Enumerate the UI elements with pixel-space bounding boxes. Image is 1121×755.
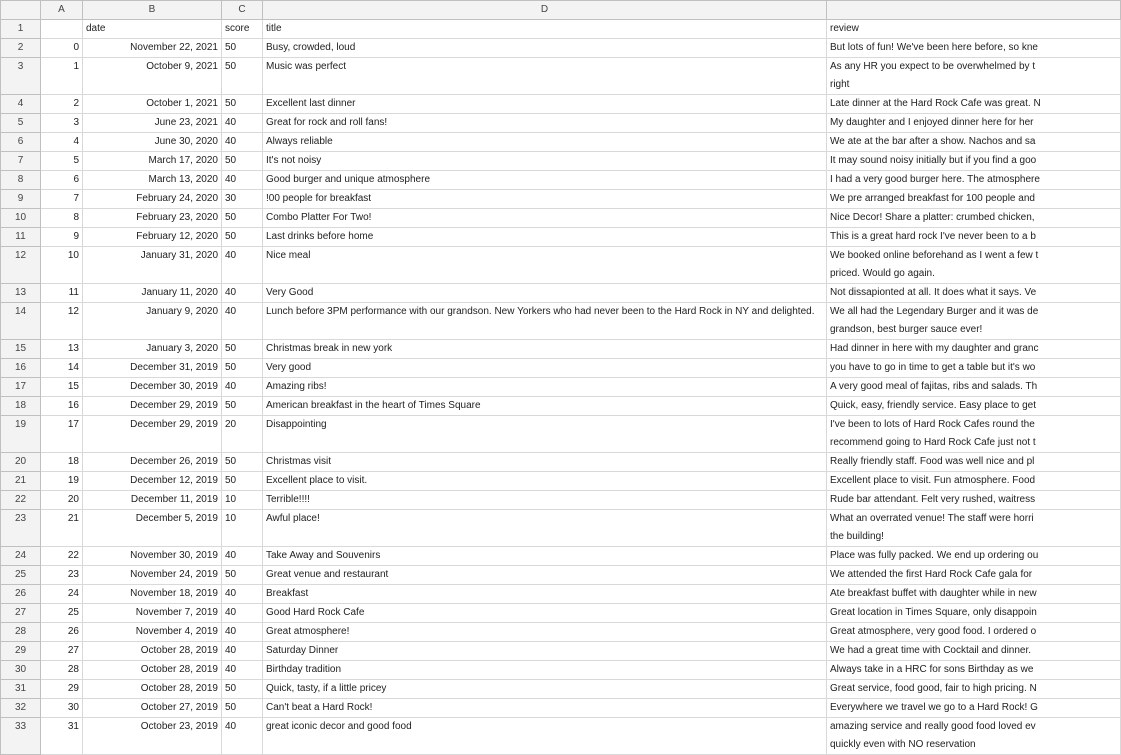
cell-review[interactable] — [827, 95, 1121, 114]
cell-index[interactable]: 3 — [41, 114, 83, 133]
cell-review[interactable] — [827, 397, 1121, 416]
row-number[interactable]: 28 — [1, 623, 41, 642]
table-row — [1, 566, 1121, 585]
cell-date[interactable]: December 30, 2019 — [83, 378, 222, 397]
review-line: This is a great hard rock I've never been to a b — [830, 231, 1036, 242]
cell-title[interactable]: Lunch before 3PM performance with our grandson. New Yorkers who had never been to the Hard Rock in NY and delighted. — [263, 303, 827, 340]
cell-score[interactable]: 20 — [222, 416, 263, 453]
row-number[interactable]: 4 — [1, 95, 41, 114]
cell-review[interactable] — [827, 718, 1121, 755]
row-number[interactable]: 13 — [1, 284, 41, 303]
cell-date[interactable]: December 29, 2019 — [83, 397, 222, 416]
review-line: As any HR you expect to be overwhelmed by t — [830, 61, 1036, 72]
review-line: you have to go in time to get a table but it's wo — [830, 362, 1036, 373]
cell-index[interactable]: 18 — [41, 453, 83, 472]
cell-date[interactable]: December 12, 2019 — [83, 472, 222, 491]
review-line-continued: priced. Would go again. — [830, 268, 935, 279]
review-line: We had a great time with Cocktail and dinner. — [830, 645, 1032, 656]
review-line: What an overrated venue! The staff were horri — [830, 513, 1034, 524]
row-number[interactable]: 5 — [1, 114, 41, 133]
cell-date[interactable]: February 24, 2020 — [83, 190, 222, 209]
cell-index[interactable]: 16 — [41, 397, 83, 416]
cell-date[interactable]: November 22, 2021 — [83, 39, 222, 58]
cell-index[interactable]: 29 — [41, 680, 83, 699]
cell-date[interactable]: December 5, 2019 — [83, 510, 222, 547]
cell-title[interactable]: Good Hard Rock Cafe — [263, 604, 827, 623]
cell-date[interactable]: March 13, 2020 — [83, 171, 222, 190]
table-row — [1, 642, 1121, 661]
review-line: We all had the Legendary Burger and it was de — [830, 306, 1039, 317]
cell-title[interactable]: Terrible!!!! — [263, 491, 827, 510]
cell-date[interactable]: February 23, 2020 — [83, 209, 222, 228]
cell-index[interactable]: 22 — [41, 547, 83, 566]
cell-index-header[interactable] — [41, 20, 83, 39]
cell-date[interactable]: October 28, 2019 — [83, 680, 222, 699]
cell-title[interactable]: Last drinks before home — [263, 228, 827, 247]
review-line: It may sound noisy initially but if you find a goo — [830, 155, 1037, 166]
column-header-e[interactable] — [827, 1, 1121, 20]
cell-score[interactable]: 50 — [222, 340, 263, 359]
table-row — [1, 39, 1121, 58]
cell-score[interactable]: 50 — [222, 39, 263, 58]
cell-review[interactable] — [827, 378, 1121, 397]
cell-date[interactable]: March 17, 2020 — [83, 152, 222, 171]
table-row — [1, 661, 1121, 680]
cell-review[interactable] — [827, 114, 1121, 133]
cell-index[interactable]: 19 — [41, 472, 83, 491]
cell-review[interactable] — [827, 453, 1121, 472]
table-row — [1, 378, 1121, 397]
row-number[interactable]: 26 — [1, 585, 41, 604]
review-line: Not dissapionted at all. It does what it says. Ve — [830, 287, 1037, 298]
cell-review[interactable] — [827, 566, 1121, 585]
cell-score[interactable]: 50 — [222, 699, 263, 718]
cell-title[interactable]: Combo Platter For Two! — [263, 209, 827, 228]
cell-index[interactable]: 24 — [41, 585, 83, 604]
cell-review[interactable] — [827, 585, 1121, 604]
cell-score[interactable]: 40 — [222, 718, 263, 755]
review-line: My daughter and I enjoyed dinner here for her — [830, 117, 1034, 128]
cell-title[interactable]: Christmas break in new york — [263, 340, 827, 359]
cell-index[interactable]: 25 — [41, 604, 83, 623]
cell-review[interactable] — [827, 699, 1121, 718]
column-header-a[interactable]: A — [41, 1, 83, 20]
review-line: We booked online beforehand as I went a few t — [830, 250, 1039, 261]
row-number[interactable]: 22 — [1, 491, 41, 510]
cell-score[interactable]: 40 — [222, 585, 263, 604]
cell-date[interactable]: November 4, 2019 — [83, 623, 222, 642]
review-line: Had dinner in here with my daughter and granc — [830, 343, 1039, 354]
review-line: Rude bar attendant. Felt very rushed, waitress — [830, 494, 1036, 505]
table-row — [1, 303, 1121, 340]
cell-score[interactable]: 50 — [222, 228, 263, 247]
table-row — [1, 416, 1121, 453]
cell-date[interactable]: January 3, 2020 — [83, 340, 222, 359]
cell-review[interactable] — [827, 604, 1121, 623]
row-number[interactable]: 17 — [1, 378, 41, 397]
row-number[interactable]: 8 — [1, 171, 41, 190]
table-row — [1, 228, 1121, 247]
table-row — [1, 152, 1121, 171]
cell-title[interactable]: It's not noisy — [263, 152, 827, 171]
table-row — [1, 680, 1121, 699]
row-number[interactable]: 12 — [1, 247, 41, 284]
table-row — [1, 453, 1121, 472]
cell-title[interactable]: Disappointing — [263, 416, 827, 453]
cell-index[interactable]: 12 — [41, 303, 83, 340]
cell-date[interactable]: November 30, 2019 — [83, 547, 222, 566]
cell-review[interactable] — [827, 359, 1121, 378]
cell-date[interactable]: January 9, 2020 — [83, 303, 222, 340]
cell-review[interactable] — [827, 190, 1121, 209]
cell-title[interactable]: Great venue and restaurant — [263, 566, 827, 585]
cell-index[interactable]: 5 — [41, 152, 83, 171]
review-line: Great location in Times Square, only disappoin — [830, 607, 1037, 618]
cell-title[interactable]: Excellent last dinner — [263, 95, 827, 114]
review-line-continued: the building! — [830, 531, 884, 542]
cell-review[interactable] — [827, 284, 1121, 303]
cell-score[interactable]: 40 — [222, 114, 263, 133]
cell-date-header[interactable]: date — [83, 20, 222, 39]
cell-score[interactable]: 10 — [222, 491, 263, 510]
row-number[interactable]: 23 — [1, 510, 41, 547]
review-line-continued: right — [830, 79, 850, 90]
review-line: Nice Decor! Share a platter: crumbed chicken, — [830, 212, 1035, 223]
cell-score[interactable]: 50 — [222, 209, 263, 228]
cell-index[interactable]: 2 — [41, 95, 83, 114]
cell-review[interactable] — [827, 340, 1121, 359]
row-number[interactable]: 18 — [1, 397, 41, 416]
row-number[interactable]: 19 — [1, 416, 41, 453]
cell-title[interactable]: American breakfast in the heart of Times Square — [263, 397, 827, 416]
cell-score[interactable]: 50 — [222, 680, 263, 699]
review-line: We ate at the bar after a show. Nachos and sa — [830, 136, 1036, 147]
cell-index[interactable]: 14 — [41, 359, 83, 378]
cell-title[interactable]: great iconic decor and good food — [263, 718, 827, 755]
cell-review[interactable] — [827, 623, 1121, 642]
cell-date[interactable]: November 24, 2019 — [83, 566, 222, 585]
cell-score[interactable]: 50 — [222, 58, 263, 95]
row-number[interactable]: 6 — [1, 133, 41, 152]
cell-review[interactable] — [827, 209, 1121, 228]
cell-date[interactable]: February 12, 2020 — [83, 228, 222, 247]
cell-title[interactable]: Take Away and Souvenirs — [263, 547, 827, 566]
cell-review[interactable] — [827, 228, 1121, 247]
cell-score[interactable]: 40 — [222, 303, 263, 340]
cell-review[interactable] — [827, 247, 1121, 284]
cell-review[interactable] — [827, 491, 1121, 510]
cell-score[interactable]: 50 — [222, 453, 263, 472]
cell-date[interactable]: October 28, 2019 — [83, 642, 222, 661]
column-header-c[interactable]: C — [222, 1, 263, 20]
table-row — [1, 58, 1121, 95]
cell-date[interactable]: October 27, 2019 — [83, 699, 222, 718]
review-line-continued: grandson, best burger sauce ever! — [830, 324, 983, 335]
table-row — [1, 397, 1121, 416]
cell-date[interactable]: January 31, 2020 — [83, 247, 222, 284]
cell-review[interactable] — [827, 510, 1121, 547]
cell-score[interactable]: 40 — [222, 604, 263, 623]
cell-index[interactable]: 28 — [41, 661, 83, 680]
table-row — [1, 114, 1121, 133]
cell-index[interactable]: 10 — [41, 247, 83, 284]
cell-title[interactable]: Very Good — [263, 284, 827, 303]
cell-index[interactable]: 31 — [41, 718, 83, 755]
cell-date[interactable]: October 23, 2019 — [83, 718, 222, 755]
cell-score[interactable]: 50 — [222, 152, 263, 171]
cell-title[interactable]: Can't beat a Hard Rock! — [263, 699, 827, 718]
review-line: I've been to lots of Hard Rock Cafes round the — [830, 419, 1035, 430]
cell-score[interactable]: 50 — [222, 472, 263, 491]
cell-title[interactable]: Quick, tasty, if a little pricey — [263, 680, 827, 699]
cell-date[interactable]: December 29, 2019 — [83, 416, 222, 453]
cell-score-header[interactable]: score — [222, 20, 263, 39]
cell-index[interactable]: 27 — [41, 642, 83, 661]
review-line: Quick, easy, friendly service. Easy place to get — [830, 400, 1037, 411]
review-line: Late dinner at the Hard Rock Cafe was great. N — [830, 98, 1041, 109]
cell-index[interactable]: 23 — [41, 566, 83, 585]
cell-score[interactable]: 40 — [222, 623, 263, 642]
review-line-continued: recommend going to Hard Rock Cafe just not t — [830, 437, 1036, 448]
table-row — [1, 133, 1121, 152]
row-number[interactable]: 1 — [1, 20, 41, 39]
cell-score[interactable]: 40 — [222, 547, 263, 566]
review-line: I had a very good burger here. The atmosphere — [830, 174, 1040, 185]
cell-score[interactable]: 10 — [222, 510, 263, 547]
table-row — [1, 340, 1121, 359]
row-number[interactable]: 25 — [1, 566, 41, 585]
cell-index[interactable]: 13 — [41, 340, 83, 359]
row-number[interactable]: 31 — [1, 680, 41, 699]
cell-index[interactable]: 20 — [41, 491, 83, 510]
cell-date[interactable]: December 31, 2019 — [83, 359, 222, 378]
review-line: A very good meal of fajitas, ribs and salads. Th — [830, 381, 1038, 392]
cell-score[interactable]: 50 — [222, 566, 263, 585]
cell-title[interactable]: Always reliable — [263, 133, 827, 152]
cell-score[interactable]: 50 — [222, 397, 263, 416]
cell-date[interactable]: December 11, 2019 — [83, 491, 222, 510]
table-row — [1, 718, 1121, 755]
cell-index[interactable]: 11 — [41, 284, 83, 303]
cell-date[interactable]: November 18, 2019 — [83, 585, 222, 604]
row-number[interactable]: 10 — [1, 209, 41, 228]
review-line: Excellent place to visit. Fun atmosphere. Food — [830, 475, 1036, 486]
cell-review[interactable] — [827, 39, 1121, 58]
cell-review[interactable] — [827, 547, 1121, 566]
table-row — [1, 510, 1121, 547]
table-row — [1, 699, 1121, 718]
table-row — [1, 585, 1121, 604]
cell-date[interactable]: October 28, 2019 — [83, 661, 222, 680]
table-row — [1, 359, 1121, 378]
row-number[interactable]: 9 — [1, 190, 41, 209]
review-line: We pre arranged breakfast for 100 people and — [830, 193, 1035, 204]
review-line: Really friendly staff. Food was well nice and pl — [830, 456, 1035, 467]
row-number[interactable]: 33 — [1, 718, 41, 755]
cell-review[interactable] — [827, 58, 1121, 95]
cell-index[interactable]: 9 — [41, 228, 83, 247]
cell-review-header[interactable]: review — [827, 20, 1121, 39]
cell-title[interactable]: Nice meal — [263, 247, 827, 284]
table-row — [1, 547, 1121, 566]
cell-title[interactable]: Birthday tradition — [263, 661, 827, 680]
review-line: We attended the first Hard Rock Cafe gala for — [830, 569, 1033, 580]
review-line: amazing service and really good food loved ev — [830, 721, 1036, 732]
cell-date[interactable]: January 11, 2020 — [83, 284, 222, 303]
row-number[interactable]: 15 — [1, 340, 41, 359]
cell-score[interactable]: 50 — [222, 95, 263, 114]
column-header-b[interactable]: B — [83, 1, 222, 20]
row-number[interactable]: 14 — [1, 303, 41, 340]
cell-title[interactable]: Great for rock and roll fans! — [263, 114, 827, 133]
row-number[interactable]: 3 — [1, 58, 41, 95]
column-header-row — [1, 1, 1121, 20]
review-line-continued: quickly even with NO reservation — [830, 739, 976, 750]
row-number[interactable]: 24 — [1, 547, 41, 566]
table-row — [1, 95, 1121, 114]
cell-index[interactable]: 30 — [41, 699, 83, 718]
cell-review[interactable] — [827, 642, 1121, 661]
cell-score[interactable]: 40 — [222, 661, 263, 680]
cell-score[interactable]: 40 — [222, 378, 263, 397]
cell-index[interactable]: 4 — [41, 133, 83, 152]
cell-title[interactable]: Good burger and unique atmosphere — [263, 171, 827, 190]
table-row — [1, 491, 1121, 510]
cell-review[interactable] — [827, 303, 1121, 340]
review-line: Great service, food good, fair to high pricing. N — [830, 683, 1037, 694]
cell-index[interactable]: 6 — [41, 171, 83, 190]
cell-title[interactable]: Excellent place to visit. — [263, 472, 827, 491]
cell-score[interactable]: 40 — [222, 171, 263, 190]
cell-score[interactable]: 40 — [222, 284, 263, 303]
cell-score[interactable]: 40 — [222, 247, 263, 284]
cell-date[interactable]: June 30, 2020 — [83, 133, 222, 152]
cell-date[interactable]: June 23, 2021 — [83, 114, 222, 133]
cell-review[interactable] — [827, 171, 1121, 190]
cell-title-header[interactable]: title — [263, 20, 827, 39]
cell-title[interactable]: Christmas visit — [263, 453, 827, 472]
cell-index[interactable]: 15 — [41, 378, 83, 397]
cell-review[interactable] — [827, 661, 1121, 680]
cell-review[interactable] — [827, 416, 1121, 453]
cell-date[interactable]: October 1, 2021 — [83, 95, 222, 114]
cell-title[interactable]: Very good — [263, 359, 827, 378]
table-row — [1, 604, 1121, 623]
cell-title[interactable]: Great atmosphere! — [263, 623, 827, 642]
cell-index[interactable]: 1 — [41, 58, 83, 95]
review-line: Always take in a HRC for sons Birthday as we — [830, 664, 1034, 675]
cell-title[interactable]: Saturday Dinner — [263, 642, 827, 661]
cell-title[interactable]: !00 people for breakfast — [263, 190, 827, 209]
review-line: Everywhere we travel we go to a Hard Rock! G — [830, 702, 1038, 713]
cell-title[interactable]: Amazing ribs! — [263, 378, 827, 397]
row-number[interactable]: 2 — [1, 39, 41, 58]
select-all-corner[interactable] — [1, 1, 41, 20]
row-number[interactable]: 16 — [1, 359, 41, 378]
table-row — [1, 284, 1121, 303]
row-number[interactable]: 27 — [1, 604, 41, 623]
row-number[interactable]: 11 — [1, 228, 41, 247]
cell-review[interactable] — [827, 152, 1121, 171]
cell-review[interactable] — [827, 472, 1121, 491]
cell-score[interactable]: 40 — [222, 133, 263, 152]
cell-index[interactable]: 7 — [41, 190, 83, 209]
table-row — [1, 623, 1121, 642]
table-row — [1, 472, 1121, 491]
review-line: But lots of fun! We've been here before, so kne — [830, 42, 1038, 53]
cell-title[interactable]: Music was perfect — [263, 58, 827, 95]
cell-index[interactable]: 17 — [41, 416, 83, 453]
review-line: Ate breakfast buffet with daughter while in new — [830, 588, 1037, 599]
row-number[interactable]: 20 — [1, 453, 41, 472]
cell-review[interactable] — [827, 680, 1121, 699]
cell-index[interactable]: 21 — [41, 510, 83, 547]
header-data-row — [1, 20, 1121, 39]
table-row — [1, 171, 1121, 190]
cell-title[interactable]: Breakfast — [263, 585, 827, 604]
table-row — [1, 209, 1121, 228]
review-line: Great atmosphere, very good food. I ordered o — [830, 626, 1037, 637]
cell-title[interactable]: Busy, crowded, loud — [263, 39, 827, 58]
row-number[interactable]: 21 — [1, 472, 41, 491]
cell-score[interactable]: 30 — [222, 190, 263, 209]
cell-date[interactable]: November 7, 2019 — [83, 604, 222, 623]
review-line: Place was fully packed. We end up ordering ou — [830, 550, 1039, 561]
table-row — [1, 247, 1121, 284]
row-number[interactable]: 7 — [1, 152, 41, 171]
cell-index[interactable]: 26 — [41, 623, 83, 642]
cell-date[interactable]: December 26, 2019 — [83, 453, 222, 472]
cell-score[interactable]: 50 — [222, 359, 263, 378]
cell-title[interactable]: Awful place! — [263, 510, 827, 547]
column-header-d[interactable]: D — [263, 1, 827, 20]
cell-date[interactable]: October 9, 2021 — [83, 58, 222, 95]
table-row — [1, 190, 1121, 209]
cell-index[interactable]: 0 — [41, 39, 83, 58]
row-number[interactable]: 29 — [1, 642, 41, 661]
cell-index[interactable]: 8 — [41, 209, 83, 228]
row-number[interactable]: 32 — [1, 699, 41, 718]
cell-score[interactable]: 40 — [222, 642, 263, 661]
cell-review[interactable] — [827, 133, 1121, 152]
row-number[interactable]: 30 — [1, 661, 41, 680]
